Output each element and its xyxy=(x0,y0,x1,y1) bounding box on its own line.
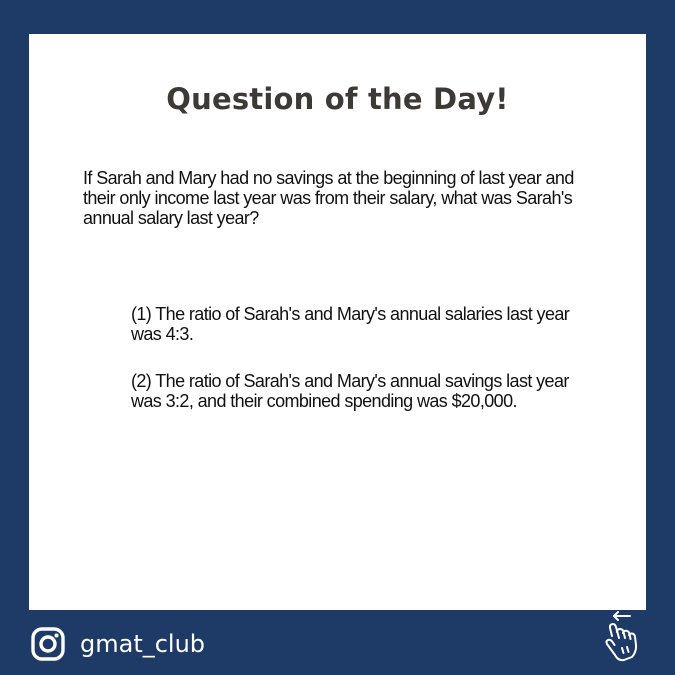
statement-list xyxy=(131,304,601,438)
swipe-hand-icon xyxy=(598,608,646,666)
instagram-icon xyxy=(30,626,66,662)
statement-2: (2) The ratio of Sarah's and Mary's annual savings last year was 3:2, and their combined spending was $20,000. xyxy=(131,371,569,411)
social-handle[interactable] xyxy=(30,624,205,664)
statement-1: (1) The ratio of Sarah's and Mary's annual salaries last year was 4:3. xyxy=(131,304,570,344)
question-text: If Sarah and Mary had no savings at the beginning of last year and their only income last year was from their salary, what was Sarah's annual salary last year? xyxy=(83,168,574,228)
page-title: Question of the Day! xyxy=(166,82,509,116)
handle-text: gmat_club xyxy=(80,630,206,658)
